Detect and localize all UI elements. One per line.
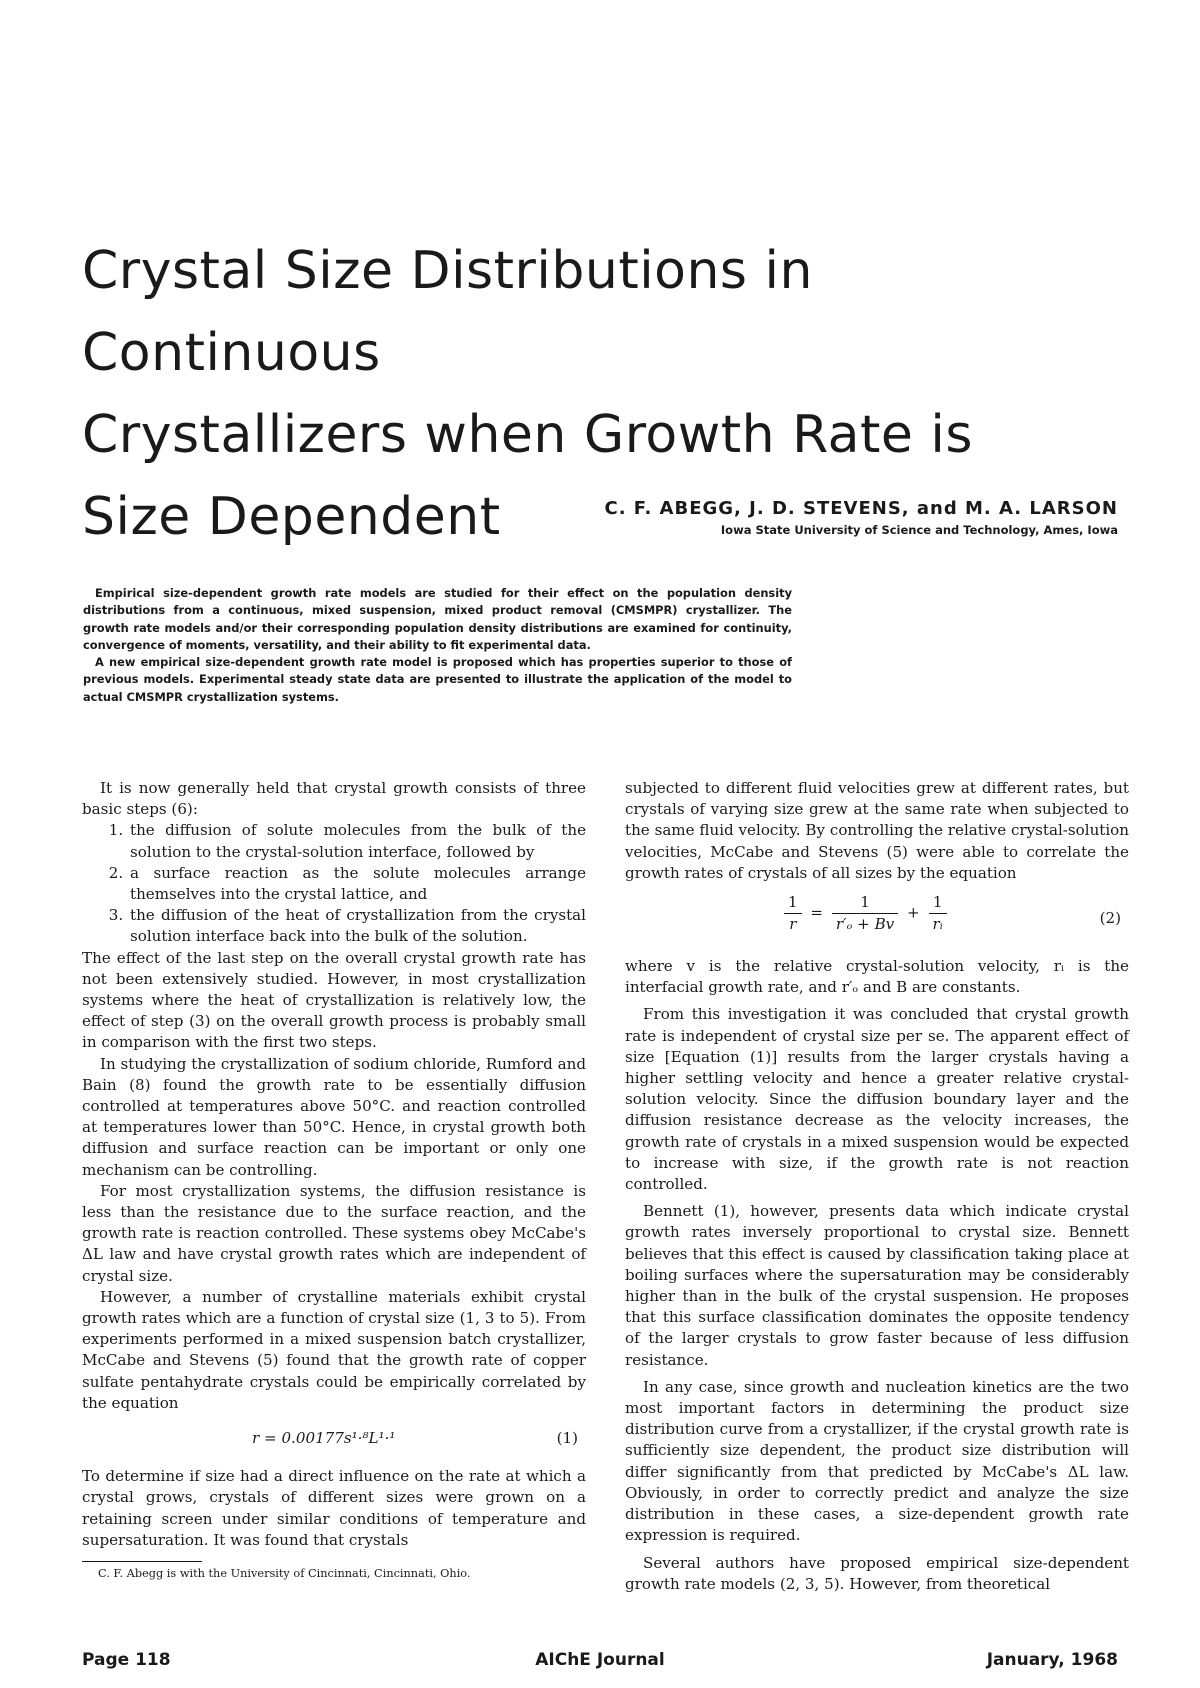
right-column [625, 778, 1129, 1595]
paragraph-size-dependent: However, a number of crystalline materials exhibit crystal growth rates which are a function of crystal size (1, 3 to 5). From experiments performed in a mixed suspension batch crystallizer, McCabe and Stevens (5) found that the growth rate of copper sulfate pentahydrate crystals could be empirically correlated by the equation [82, 1287, 586, 1412]
abstract [83, 585, 792, 706]
paragraph-several-authors: Several authors have proposed empirical size-dependent growth rate models (2, 3, 5). However, from theoretical [625, 1553, 1129, 1593]
equation-2-expression [780, 892, 951, 935]
left-column [82, 778, 586, 1582]
fraction-denominator: r′ₒ + Bv [835, 915, 895, 934]
paragraph-effect: The effect of the last step on the overall crystal growth rate has not been extensively studied. However, in most crystallization systems where the heat of crystallization is relatively low, the effect of step (3) on the overall growth process is probably small in comparison with the first two steps. [82, 948, 586, 1052]
fraction-numerator: 1 [929, 892, 947, 914]
fraction-middle [832, 892, 898, 935]
author-affiliation: Iowa State University of Science and Technology, Ames, Iowa [720, 523, 1118, 537]
footnote: C. F. Abegg is with the University of Cincinnati, Cincinnati, Ohio. [98, 1566, 471, 1580]
page-footer [82, 1650, 1118, 1674]
list-item: 3. the diffusion of the heat of crystallization from the crystal solution interface back into the bulk of the solution. [128, 905, 586, 947]
list-item: 1. the diffusion of solute molecules from the bulk of the solution to the crystal-solution interface, followed by [128, 820, 586, 862]
intro-paragraph: It is now generally held that crystal growth consists of three basic steps (6): [82, 779, 586, 819]
growth-steps-list [82, 820, 586, 947]
abstract-paragraph-2: A new empirical size-dependent growth rate model is proposed which has properties superior to those of previous models. Experimental steady state data are presented to illustrate the application of the model to actual CMSMPR crystallization systems. [83, 655, 792, 704]
equation-2-number: (2) [1099, 909, 1121, 928]
paragraph-where: where v is the relative crystal-solution velocity, rᵢ is the interfacial growth rate, and r′ₒ and B are constants. [625, 957, 1129, 997]
fraction-numerator: 1 [784, 892, 802, 914]
page-number: Page 118 [82, 1650, 171, 1670]
author-block [604, 498, 1118, 537]
title-line-1: Crystal Size Distributions in Continuous [82, 241, 813, 383]
issue-date: January, 1968 [986, 1650, 1118, 1670]
paragraph-determine: To determine if size had a direct influence on the rate at which a crystal grows, crystals of different sizes were grown on a retaining screen under similar conditions of temperature and supersaturation. It was found that crystals [82, 1467, 586, 1549]
title-line-3: Size Dependent [82, 487, 501, 547]
paragraph-investigation: From this investigation it was concluded that crystal growth rate is independent of crystal size per se. The apparent effect of size [Equation (1)] results from the larger crystals having a higher settling velocity and hence a greater relative crystal-solution velocity. Since the diffusion boundary layer and the diffusion resistance decrease as the velocity increases, the growth rate of crystals in a mixed suspension would be expected to increase with size, if the growth rate is not reaction controlled. [625, 1005, 1129, 1194]
equals-sign: = [810, 903, 824, 922]
fraction-rhs [929, 892, 947, 935]
fraction-denominator: r [789, 915, 797, 934]
paragraph-sodium-chloride: In studying the crystallization of sodium chloride, Rumford and Bain (8) found the growth rate to be essentially diffusion controlled at temperatures above 50°C. and reaction controlled at temperatures lower than 50°C. Hence, in crystal growth both diffusion and surface reaction can be important or only one mechanism can be controlling. [82, 1054, 586, 1179]
equation-1 [82, 1418, 586, 1462]
abstract-paragraph-1: Empirical size-dependent growth rate models are studied for their effect on the population density distributions from a continuous, mixed suspension, mixed product removal (CMSMPR) crystallizer. The growth rate models and/or their corresponding population density distributions are examined for continuity, convergence of moments, versatility, and their ability to fit experimental data. [83, 586, 792, 652]
equation-1-number: (1) [556, 1429, 578, 1448]
paragraph-subjected: subjected to different fluid velocities grew at different rates, but crystals of varying size grew at the same rate when subjected to the same fluid velocity. By controlling the relative crystal-solution velocities, McCabe and Stevens (5) were able to correlate the growth rates of crystals of all sizes by the equation [625, 779, 1129, 882]
plus-sign: + [907, 903, 920, 922]
equation-2 [625, 888, 1129, 952]
fraction-denominator: rᵢ [932, 915, 943, 934]
paragraph-any-case: In any case, since growth and nucleation kinetics are the two most important factors in determining the product size distribution curve from a crystallizer, if the crystal growth rate is sufficiently size dependent, the product size distribution will differ significantly from that predicted by McCabe's ΔL law. Obviously, in order to correctly predict and analyze the size distribution in these cases, a size-dependent growth rate expression is required. [625, 1377, 1129, 1545]
paragraph-diffusion-resistance: For most crystallization systems, the diffusion resistance is less than the resistance due to the surface reaction, and the growth rate is reaction controlled. These systems obey McCabe's ΔL law and have crystal growth rates which are independent of crystal size. [82, 1181, 586, 1285]
list-item: 2. a surface reaction as the solute molecules arrange themselves into the crystal lattice, and [128, 863, 586, 905]
paragraph-bennett: Bennett (1), however, presents data which indicate crystal growth rates inversely proportional to crystal size. Bennett believes that this effect is caused by classification taking place at boiling surfaces where the supersaturation may be considerably higher than in the bulk of the crystal suspension. He proposes that this surface classification dominates the opposite tendency of the larger crystals to grow faster because of less diffusion resistance. [625, 1202, 1129, 1369]
fraction-lhs [784, 892, 802, 935]
journal-name: AIChE Journal [535, 1650, 665, 1670]
fraction-numerator: 1 [832, 892, 898, 914]
footnote-rule [82, 1561, 202, 1562]
author-names: C. F. ABEGG, J. D. STEVENS, and M. A. LARSON [604, 498, 1118, 519]
equation-1-expression: r = 0.00177s¹·⁸L¹·¹ [252, 1429, 396, 1448]
title-line-2: Crystallizers when Growth Rate is [82, 405, 973, 465]
